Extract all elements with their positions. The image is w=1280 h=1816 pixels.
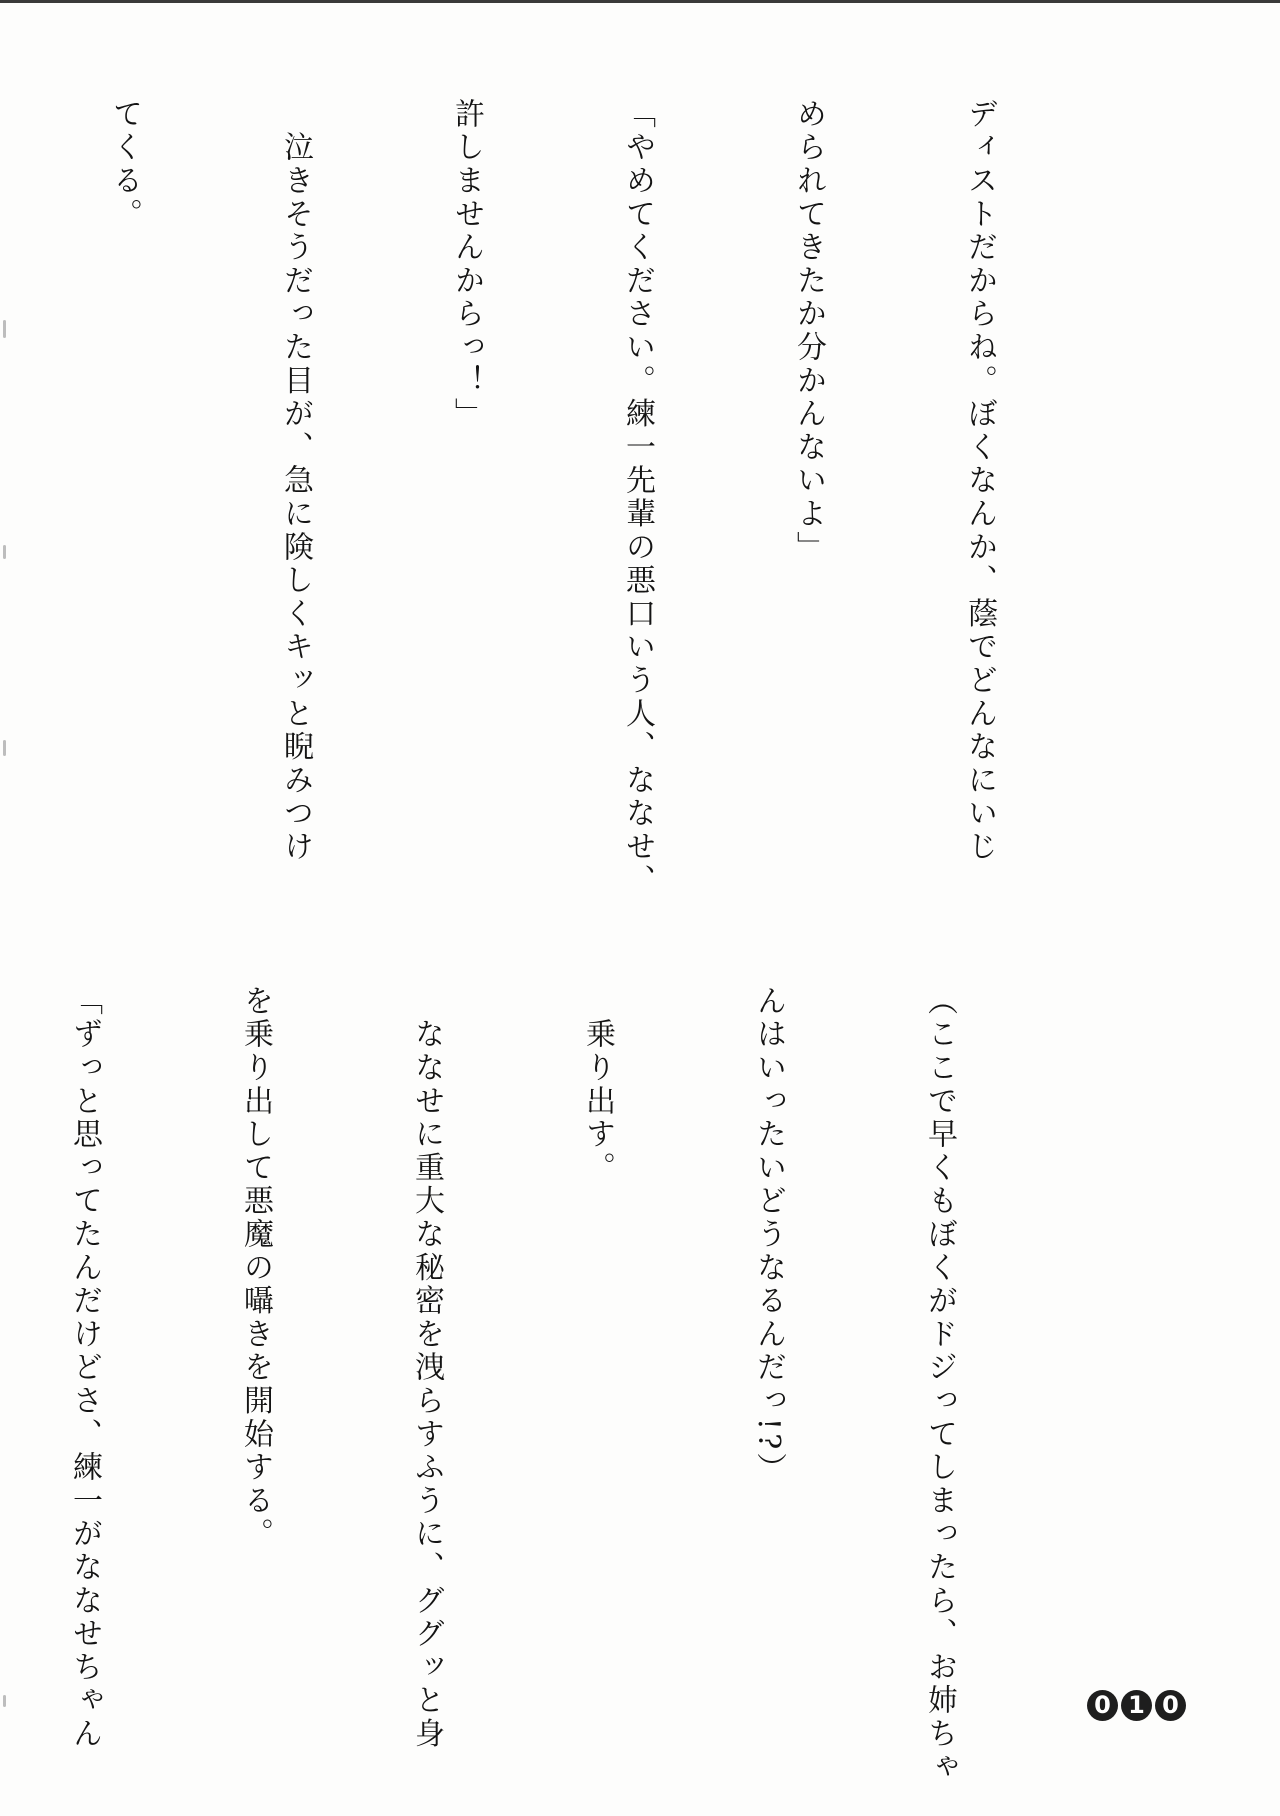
text-line: んはいったいどうなるんだっ!?） — [751, 985, 786, 1486]
page-number-digit: 1 — [1121, 1690, 1152, 1721]
text-line: められてきたか分かんないよ」 — [791, 98, 826, 565]
text-line: 乗り出す。 — [580, 985, 615, 1185]
lower-text-block — [67, 985, 1082, 1785]
text-line: 泣きそうだった目が、急に険しくキッと睨みつけ — [278, 98, 313, 864]
text-line: （ここで早くもぼくがドジってしまったら、お姉ちゃ — [922, 985, 957, 1785]
text-line: 「やめてください。練一先輩の悪口いう人、ななせ、 — [620, 98, 655, 898]
upper-text-block — [107, 98, 1122, 898]
text-line: てくる。 — [107, 98, 142, 232]
text-line: 「ずっと思ってたんだけどさ、練一がななせちゃん — [67, 985, 102, 1751]
top-edge-rule — [0, 0, 1280, 3]
text-line: ディストだからね。ぼくなんか、蔭でどんなにいじ — [962, 98, 997, 864]
page-number-digit: 0 — [1155, 1690, 1186, 1721]
text-line: を乗り出して悪魔の囁きを開始する。 — [238, 985, 273, 1552]
page-number — [1087, 1690, 1190, 1725]
text-line: 許しませんからっ！」 — [449, 98, 484, 431]
page-number-digit: 0 — [1087, 1690, 1118, 1721]
text-line: ななせに重大な秘密を洩らすふうに、ググッと身 — [409, 985, 444, 1751]
